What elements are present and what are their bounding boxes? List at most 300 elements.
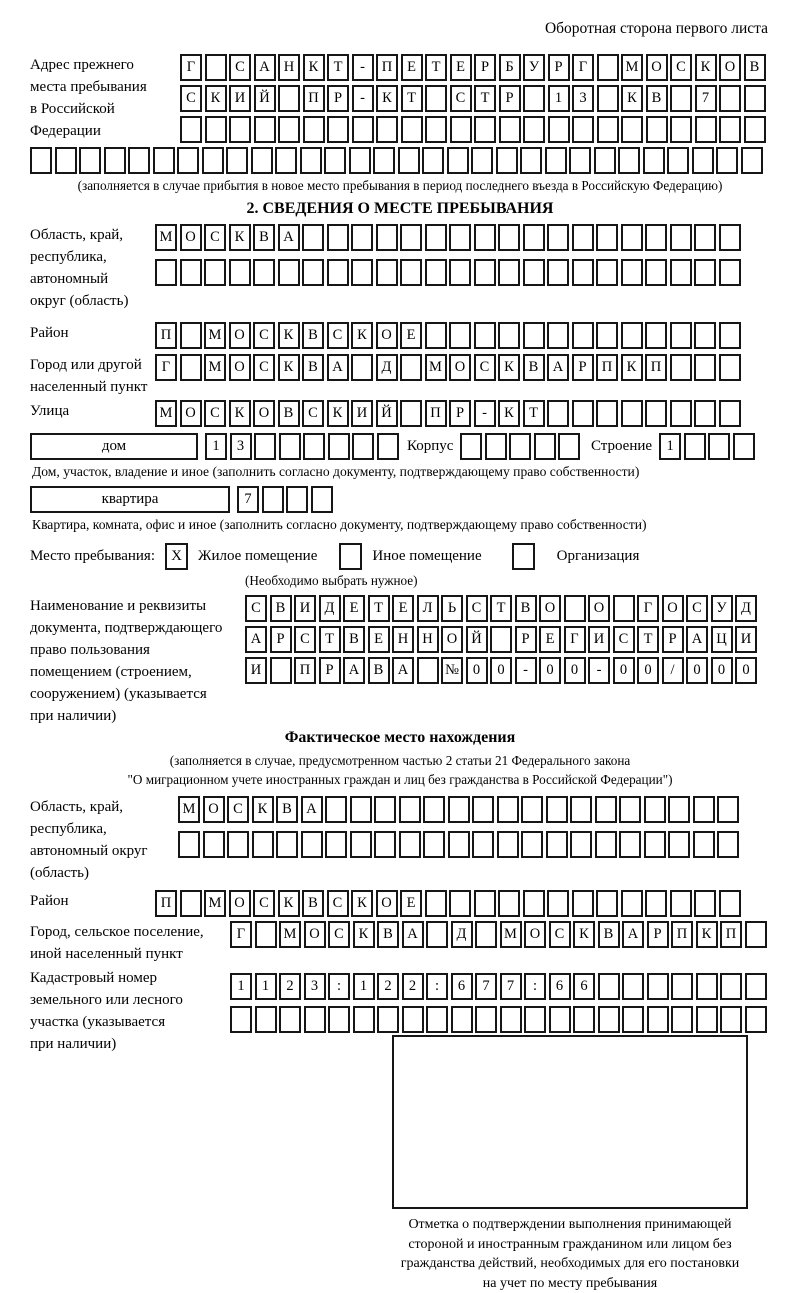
char-cell[interactable]: [155, 259, 177, 286]
char-cell[interactable]: [572, 322, 594, 349]
char-cell[interactable]: [569, 147, 591, 174]
char-cell[interactable]: А: [254, 54, 276, 81]
char-cell[interactable]: [534, 433, 556, 460]
char-cell[interactable]: О: [229, 890, 251, 917]
char-cell[interactable]: [399, 831, 421, 858]
char-cell[interactable]: Б: [499, 54, 521, 81]
char-cell[interactable]: [374, 831, 396, 858]
char-cell[interactable]: [286, 486, 308, 513]
char-cell[interactable]: [377, 433, 399, 460]
char-cell[interactable]: В: [515, 595, 537, 622]
char-cell[interactable]: [180, 259, 202, 286]
char-cell[interactable]: Д: [735, 595, 757, 622]
char-cell[interactable]: П: [294, 657, 316, 684]
char-cell[interactable]: [376, 259, 398, 286]
char-cell[interactable]: С: [253, 322, 275, 349]
char-cell[interactable]: Р: [662, 626, 684, 653]
char-cell[interactable]: Р: [449, 400, 471, 427]
char-cell[interactable]: К: [278, 354, 300, 381]
char-cell[interactable]: [595, 831, 617, 858]
char-cell[interactable]: [596, 890, 618, 917]
char-cell[interactable]: 0: [686, 657, 708, 684]
char-cell[interactable]: [497, 831, 519, 858]
char-cell[interactable]: [719, 259, 741, 286]
char-cell[interactable]: 6: [573, 973, 595, 1000]
char-cell[interactable]: Й: [254, 85, 276, 112]
char-cell[interactable]: Р: [647, 921, 669, 948]
char-cell[interactable]: 6: [549, 973, 571, 1000]
char-cell[interactable]: П: [303, 85, 325, 112]
char-cell[interactable]: [325, 796, 347, 823]
char-cell[interactable]: [304, 1006, 326, 1033]
char-cell[interactable]: С: [466, 595, 488, 622]
char-cell[interactable]: 7: [695, 85, 717, 112]
char-cell[interactable]: 1: [230, 973, 252, 1000]
char-cell[interactable]: [275, 147, 297, 174]
char-cell[interactable]: Е: [401, 54, 423, 81]
char-cell[interactable]: [670, 259, 692, 286]
char-cell[interactable]: [498, 890, 520, 917]
char-cell[interactable]: [401, 116, 423, 143]
char-cell[interactable]: Е: [539, 626, 561, 653]
char-cell[interactable]: [400, 224, 422, 251]
char-cell[interactable]: 0: [539, 657, 561, 684]
char-cell[interactable]: [521, 831, 543, 858]
char-cell[interactable]: [741, 147, 763, 174]
char-cell[interactable]: О: [229, 322, 251, 349]
char-cell[interactable]: Н: [278, 54, 300, 81]
char-cell[interactable]: [425, 890, 447, 917]
char-cell[interactable]: П: [376, 54, 398, 81]
char-cell[interactable]: [496, 147, 518, 174]
char-cell[interactable]: В: [646, 85, 668, 112]
char-cell[interactable]: [303, 116, 325, 143]
char-cell[interactable]: Т: [425, 54, 447, 81]
char-cell[interactable]: П: [645, 354, 667, 381]
char-cell[interactable]: [423, 796, 445, 823]
char-cell[interactable]: [351, 224, 373, 251]
char-cell[interactable]: И: [351, 400, 373, 427]
char-cell[interactable]: [647, 973, 669, 1000]
char-cell[interactable]: К: [621, 354, 643, 381]
char-cell[interactable]: П: [671, 921, 693, 948]
char-cell[interactable]: [474, 890, 496, 917]
char-cell[interactable]: С: [204, 224, 226, 251]
char-cell[interactable]: [302, 224, 324, 251]
char-cell[interactable]: [425, 224, 447, 251]
char-cell[interactable]: [523, 116, 545, 143]
char-cell[interactable]: [520, 147, 542, 174]
char-cell[interactable]: [352, 116, 374, 143]
char-cell[interactable]: [180, 116, 202, 143]
char-cell[interactable]: [744, 116, 766, 143]
char-cell[interactable]: Е: [368, 626, 390, 653]
char-cell[interactable]: 0: [466, 657, 488, 684]
char-cell[interactable]: [398, 147, 420, 174]
char-cell[interactable]: Е: [343, 595, 365, 622]
checkbox-organizatsiya[interactable]: [512, 543, 535, 570]
char-cell[interactable]: К: [498, 354, 520, 381]
char-cell[interactable]: И: [245, 657, 267, 684]
char-cell[interactable]: [744, 85, 766, 112]
char-cell[interactable]: [400, 259, 422, 286]
char-cell[interactable]: [667, 147, 689, 174]
char-cell[interactable]: К: [621, 85, 643, 112]
char-cell[interactable]: С: [474, 354, 496, 381]
char-cell[interactable]: Е: [392, 595, 414, 622]
char-cell[interactable]: П: [596, 354, 618, 381]
char-cell[interactable]: 7: [237, 486, 259, 513]
char-cell[interactable]: [328, 433, 350, 460]
char-cell[interactable]: Г: [180, 54, 202, 81]
char-cell[interactable]: С: [327, 322, 349, 349]
char-cell[interactable]: Р: [270, 626, 292, 653]
char-cell[interactable]: [622, 973, 644, 1000]
char-cell[interactable]: К: [498, 400, 520, 427]
char-cell[interactable]: 3: [230, 433, 252, 460]
char-cell[interactable]: [328, 1006, 350, 1033]
char-cell[interactable]: [523, 85, 545, 112]
char-cell[interactable]: Р: [327, 85, 349, 112]
char-cell[interactable]: [279, 433, 301, 460]
char-cell[interactable]: -: [588, 657, 610, 684]
char-cell[interactable]: [717, 831, 739, 858]
char-cell[interactable]: [253, 259, 275, 286]
char-cell[interactable]: К: [303, 54, 325, 81]
char-cell[interactable]: [693, 831, 715, 858]
char-cell[interactable]: [570, 796, 592, 823]
char-cell[interactable]: [471, 147, 493, 174]
char-cell[interactable]: С: [328, 921, 350, 948]
char-cell[interactable]: 1: [205, 433, 227, 460]
char-cell[interactable]: [377, 1006, 399, 1033]
char-cell[interactable]: [302, 259, 324, 286]
char-cell[interactable]: А: [402, 921, 424, 948]
char-cell[interactable]: И: [229, 85, 251, 112]
char-cell[interactable]: [670, 322, 692, 349]
char-cell[interactable]: [733, 433, 755, 460]
char-cell[interactable]: Д: [376, 354, 398, 381]
char-cell[interactable]: М: [204, 354, 226, 381]
char-cell[interactable]: С: [253, 354, 275, 381]
char-cell[interactable]: 1: [548, 85, 570, 112]
char-cell[interactable]: Р: [319, 657, 341, 684]
char-cell[interactable]: [351, 354, 373, 381]
char-cell[interactable]: И: [588, 626, 610, 653]
char-cell[interactable]: С: [253, 890, 275, 917]
char-cell[interactable]: О: [449, 354, 471, 381]
char-cell[interactable]: 0: [564, 657, 586, 684]
char-cell[interactable]: Р: [572, 354, 594, 381]
char-cell[interactable]: П: [425, 400, 447, 427]
checkbox-zhiloe[interactable]: X: [165, 543, 188, 570]
char-cell[interactable]: [564, 595, 586, 622]
char-cell[interactable]: [596, 322, 618, 349]
char-cell[interactable]: К: [696, 921, 718, 948]
char-cell[interactable]: П: [155, 890, 177, 917]
char-cell[interactable]: [400, 354, 422, 381]
char-cell[interactable]: Г: [637, 595, 659, 622]
char-cell[interactable]: К: [573, 921, 595, 948]
char-cell[interactable]: [350, 796, 372, 823]
char-cell[interactable]: 1: [659, 433, 681, 460]
char-cell[interactable]: 7: [500, 973, 522, 1000]
char-cell[interactable]: О: [180, 400, 202, 427]
char-cell[interactable]: [278, 116, 300, 143]
char-cell[interactable]: 1: [353, 973, 375, 1000]
char-cell[interactable]: [351, 259, 373, 286]
char-cell[interactable]: [693, 796, 715, 823]
char-cell[interactable]: [670, 116, 692, 143]
char-cell[interactable]: [645, 322, 667, 349]
char-cell[interactable]: О: [229, 354, 251, 381]
char-cell[interactable]: [279, 1006, 301, 1033]
char-cell[interactable]: [203, 831, 225, 858]
char-cell[interactable]: О: [376, 322, 398, 349]
char-cell[interactable]: С: [245, 595, 267, 622]
char-cell[interactable]: [301, 831, 323, 858]
char-cell[interactable]: А: [327, 354, 349, 381]
char-cell[interactable]: Т: [368, 595, 390, 622]
char-cell[interactable]: В: [598, 921, 620, 948]
char-cell[interactable]: 2: [279, 973, 301, 1000]
char-cell[interactable]: [497, 796, 519, 823]
char-cell[interactable]: [425, 85, 447, 112]
char-cell[interactable]: [376, 224, 398, 251]
char-cell[interactable]: [671, 973, 693, 1000]
char-cell[interactable]: [472, 831, 494, 858]
char-cell[interactable]: [719, 354, 741, 381]
char-cell[interactable]: -: [515, 657, 537, 684]
char-cell[interactable]: [670, 890, 692, 917]
char-cell[interactable]: [597, 116, 619, 143]
char-cell[interactable]: [426, 921, 448, 948]
char-cell[interactable]: О: [646, 54, 668, 81]
char-cell[interactable]: [229, 116, 251, 143]
char-cell[interactable]: [546, 831, 568, 858]
char-cell[interactable]: [449, 224, 471, 251]
char-cell[interactable]: [500, 1006, 522, 1033]
char-cell[interactable]: [598, 1006, 620, 1033]
char-cell[interactable]: [399, 796, 421, 823]
char-cell[interactable]: О: [203, 796, 225, 823]
char-cell[interactable]: [474, 259, 496, 286]
char-cell[interactable]: [646, 116, 668, 143]
char-cell[interactable]: [716, 147, 738, 174]
char-cell[interactable]: [670, 85, 692, 112]
char-cell[interactable]: 1: [255, 973, 277, 1000]
char-cell[interactable]: И: [735, 626, 757, 653]
char-cell[interactable]: [645, 890, 667, 917]
char-cell[interactable]: Д: [319, 595, 341, 622]
char-cell[interactable]: [449, 259, 471, 286]
char-cell[interactable]: С: [327, 890, 349, 917]
char-cell[interactable]: [104, 147, 126, 174]
char-cell[interactable]: М: [425, 354, 447, 381]
char-cell[interactable]: О: [441, 626, 463, 653]
char-cell[interactable]: К: [278, 322, 300, 349]
char-cell[interactable]: В: [278, 400, 300, 427]
char-cell[interactable]: К: [351, 322, 373, 349]
char-cell[interactable]: М: [621, 54, 643, 81]
char-cell[interactable]: В: [744, 54, 766, 81]
char-cell[interactable]: С: [686, 595, 708, 622]
char-cell[interactable]: [719, 116, 741, 143]
char-cell[interactable]: [694, 322, 716, 349]
char-cell[interactable]: [598, 973, 620, 1000]
char-cell[interactable]: [547, 322, 569, 349]
char-cell[interactable]: Г: [572, 54, 594, 81]
char-cell[interactable]: [719, 322, 741, 349]
char-cell[interactable]: [668, 831, 690, 858]
char-cell[interactable]: [547, 259, 569, 286]
char-cell[interactable]: [153, 147, 175, 174]
char-cell[interactable]: [227, 831, 249, 858]
char-cell[interactable]: [708, 433, 730, 460]
char-cell[interactable]: Е: [400, 322, 422, 349]
char-cell[interactable]: У: [711, 595, 733, 622]
char-cell[interactable]: [177, 147, 199, 174]
char-cell[interactable]: [498, 224, 520, 251]
char-cell[interactable]: С: [670, 54, 692, 81]
char-cell[interactable]: [572, 259, 594, 286]
char-cell[interactable]: Й: [466, 626, 488, 653]
char-cell[interactable]: Ц: [711, 626, 733, 653]
char-cell[interactable]: Е: [450, 54, 472, 81]
char-cell[interactable]: А: [301, 796, 323, 823]
char-cell[interactable]: [498, 322, 520, 349]
char-cell[interactable]: [180, 890, 202, 917]
char-cell[interactable]: [449, 322, 471, 349]
char-cell[interactable]: [696, 1006, 718, 1033]
char-cell[interactable]: [644, 831, 666, 858]
char-cell[interactable]: Н: [392, 626, 414, 653]
char-cell[interactable]: [694, 354, 716, 381]
char-cell[interactable]: [549, 1006, 571, 1033]
char-cell[interactable]: [178, 831, 200, 858]
char-cell[interactable]: [376, 116, 398, 143]
char-cell[interactable]: Л: [417, 595, 439, 622]
char-cell[interactable]: [230, 1006, 252, 1033]
char-cell[interactable]: Т: [474, 85, 496, 112]
char-cell[interactable]: В: [302, 322, 324, 349]
char-cell[interactable]: 2: [402, 973, 424, 1000]
char-cell[interactable]: [425, 322, 447, 349]
char-cell[interactable]: [425, 259, 447, 286]
char-cell[interactable]: М: [500, 921, 522, 948]
char-cell[interactable]: [523, 224, 545, 251]
char-cell[interactable]: Р: [499, 85, 521, 112]
char-cell[interactable]: [670, 400, 692, 427]
char-cell[interactable]: С: [549, 921, 571, 948]
char-cell[interactable]: М: [178, 796, 200, 823]
char-cell[interactable]: -: [352, 54, 374, 81]
char-cell[interactable]: А: [686, 626, 708, 653]
char-cell[interactable]: [523, 259, 545, 286]
char-cell[interactable]: -: [352, 85, 374, 112]
char-cell[interactable]: [621, 116, 643, 143]
char-cell[interactable]: А: [622, 921, 644, 948]
char-cell[interactable]: 0: [711, 657, 733, 684]
char-cell[interactable]: [303, 433, 325, 460]
char-cell[interactable]: Г: [564, 626, 586, 653]
char-cell[interactable]: [472, 796, 494, 823]
char-cell[interactable]: С: [613, 626, 635, 653]
char-cell[interactable]: П: [155, 322, 177, 349]
char-cell[interactable]: Д: [451, 921, 473, 948]
char-cell[interactable]: К: [252, 796, 274, 823]
char-cell[interactable]: [546, 796, 568, 823]
char-cell[interactable]: 2: [377, 973, 399, 1000]
char-cell[interactable]: [694, 224, 716, 251]
char-cell[interactable]: [449, 890, 471, 917]
char-cell[interactable]: [548, 116, 570, 143]
char-cell[interactable]: М: [204, 322, 226, 349]
char-cell[interactable]: [276, 831, 298, 858]
char-cell[interactable]: [558, 433, 580, 460]
char-cell[interactable]: [475, 1006, 497, 1033]
char-cell[interactable]: [485, 433, 507, 460]
char-cell[interactable]: [426, 1006, 448, 1033]
char-cell[interactable]: [645, 400, 667, 427]
char-cell[interactable]: [597, 54, 619, 81]
char-cell[interactable]: В: [368, 657, 390, 684]
char-cell[interactable]: [647, 1006, 669, 1033]
char-cell[interactable]: [350, 831, 372, 858]
char-cell[interactable]: [545, 147, 567, 174]
char-cell[interactable]: 7: [475, 973, 497, 1000]
char-cell[interactable]: 3: [304, 973, 326, 1000]
char-cell[interactable]: Р: [515, 626, 537, 653]
char-cell[interactable]: [352, 433, 374, 460]
char-cell[interactable]: [417, 657, 439, 684]
char-cell[interactable]: О: [253, 400, 275, 427]
char-cell[interactable]: [619, 796, 641, 823]
char-cell[interactable]: П: [720, 921, 742, 948]
char-cell[interactable]: 6: [451, 973, 473, 1000]
char-cell[interactable]: [262, 486, 284, 513]
char-cell[interactable]: [425, 116, 447, 143]
char-cell[interactable]: [547, 224, 569, 251]
char-cell[interactable]: [523, 890, 545, 917]
char-cell[interactable]: [694, 259, 716, 286]
char-cell[interactable]: [684, 433, 706, 460]
char-cell[interactable]: В: [302, 354, 324, 381]
char-cell[interactable]: М: [204, 890, 226, 917]
char-cell[interactable]: Т: [523, 400, 545, 427]
char-cell[interactable]: М: [155, 224, 177, 251]
char-cell[interactable]: [694, 890, 716, 917]
char-cell[interactable]: [374, 796, 396, 823]
char-cell[interactable]: Г: [230, 921, 252, 948]
char-cell[interactable]: А: [547, 354, 569, 381]
char-cell[interactable]: О: [719, 54, 741, 81]
char-cell[interactable]: [621, 322, 643, 349]
char-cell[interactable]: О: [376, 890, 398, 917]
char-cell[interactable]: М: [155, 400, 177, 427]
char-cell[interactable]: [618, 147, 640, 174]
char-cell[interactable]: [717, 796, 739, 823]
char-cell[interactable]: В: [343, 626, 365, 653]
char-cell[interactable]: С: [294, 626, 316, 653]
char-cell[interactable]: [254, 433, 276, 460]
char-cell[interactable]: [524, 1006, 546, 1033]
char-cell[interactable]: [621, 224, 643, 251]
char-cell[interactable]: [474, 322, 496, 349]
char-cell[interactable]: [205, 54, 227, 81]
char-cell[interactable]: Й: [376, 400, 398, 427]
char-cell[interactable]: [645, 224, 667, 251]
